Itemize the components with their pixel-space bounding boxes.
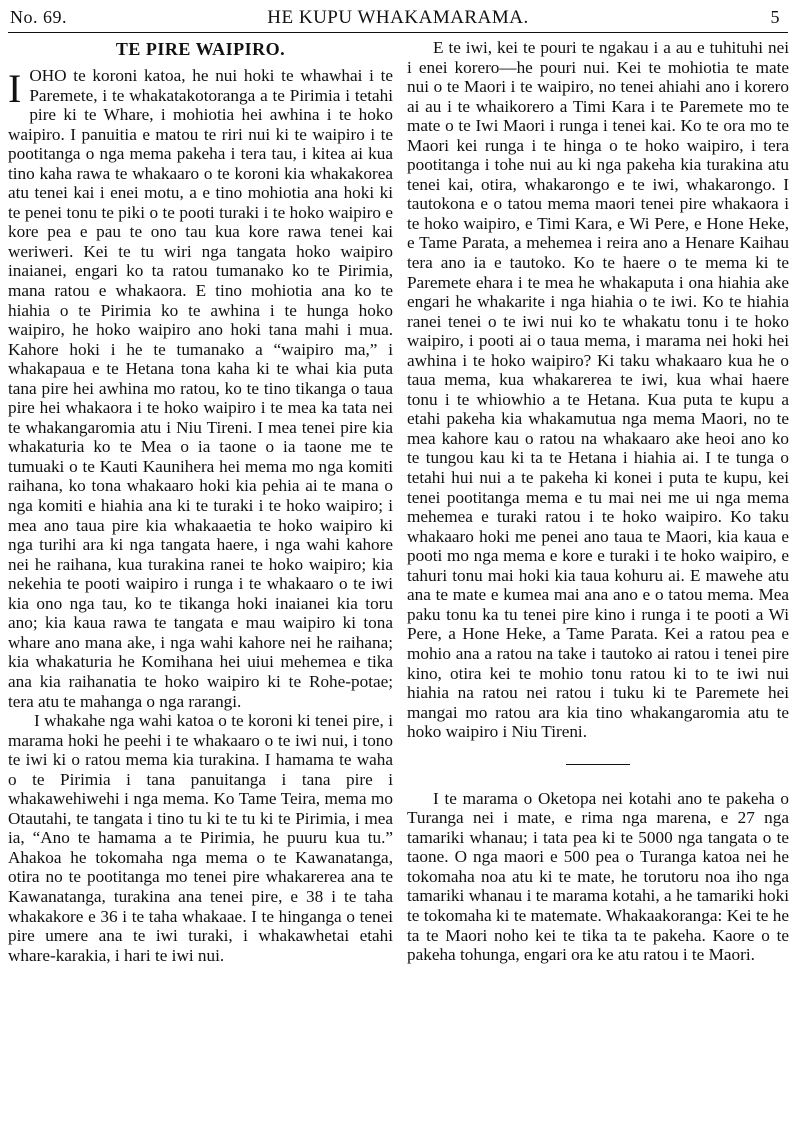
section-divider bbox=[566, 764, 630, 765]
left-column bbox=[8, 38, 393, 965]
article-paragraph-3: E te iwi, kei te pouri te ngakau i a au e tuhituhi nei i enei korero—he pouri nui. Kei te mohiotia te mate nui o te Maori i te waipiro, no tenei ahiahi ano i korero ai au i te whaikorero a Timi Kara i te Paremete mo te mate o te Iwi Maori i runga i tenei kai. Ko te ora mo te Maori kei runga i te hinga o te hoko waipiro, i tera pootitanga i tohe nui au ki nga pakeha kia turakina atu tenei kai, otira, whakarongo e te iwi, whakarongo. I tautokona e o tatou mema maori tenei pire whakaora i te hoko waipiro, e Timi Kara, e Wi Pere, e Hone Heke, e Tame Parata, a mehemea i reira ano a Henare Kaihau tera ano ia e tautoko. Ko te haere o te mema ki te Paremete ehara i te mea he whakaputa i ona hiahia ake engari he whakarite i nga hiahia o te iwi. Ko te hiahia ranei tenei o te iwi nui ko te whakatu tonu i te hoko waipiro, i pooti ai o taua mema, i marama nei hoki hei awhina i te hoko waipiro? Ki taku whakaaro kua he o taua mema, kua whakarerea te iwi, kua whai haere tonu i te whiowhio a te Hetana. Kua puta te kupu a etahi pakeha kia whakamutua nga mema Maori, no te mea kahore kau o ratou na whakaaro ake heoi ano ko te tungou kau ki ta te Hetana i hiahia ai. I te tunga o tetahi hui nui a te pakeha ki konei i puta te kupu, kei tenei pootitanga mema e tu mai nei me ui nga mema mehemea e turaki ratou i te hoko waipiro. Ko taku whakaaro hoki me penei ano taua te Maori, kia kaua e pooti mo nga mema e kore e turaki i te hoko waipiro, e tahuri tonu mai hoki kia taua kohuru ai. E mawehe atu ana te mate e kumea mai ana ano e o tatou mema. Mea paku tonu ka tu tenei pire kino i runga i te pooti a Wi Pere, a Hone Heke, a Tame Parata. Kei a ratou pea e mohio ana a ratou na take i tautoko ai ratou i tenei pire kino, otira kei te mohio tonu ratou ki to te iwi nui hiahia na ratou nei ratou i tuku ki te Paremete hei mangai mo ratou ara kia tino whakangaromia atu te hoko waipiro i Niu Tireni. bbox=[407, 38, 789, 742]
notice-paragraph: I te marama o Oketopa nei kotahi ano te pakeha o Turanga nei i mate, e rima nga marena, e 27 nga tamariki whanau; i tata pea ki te 5000 nga tangata o te taone. O nga maori e 500 pea o Turanga katoa nei he tokomaha noa atu ki te mate, he torutoru noa iho nga tamariki whanau i te marama kotahi, a he tamariki hoki te tokomaha ki te matemate. Whakaakoranga: Kei te he ta te Maori noho kei te tika ta te pakeha. Kaore o te pakeha tohunga, engari ora ke atu ratou i te Maori. bbox=[407, 788, 789, 965]
drop-cap: I bbox=[8, 66, 22, 111]
page-header bbox=[8, 4, 788, 33]
issue-number: No. 69. bbox=[10, 7, 67, 27]
article-paragraph-1-text: OHO te koroni katoa, he nui hoki te whawhai i te Paremete, i te whakatakotoranga a te Pirimia i tetahi pire ki te Whare, i mohiotia hei awhina i te hoko waipiro. I panuitia e matou te riri nui ki te waipiro i te pootitanga o nga mema pakeha i tera tau, i kitea ai kua tino kaha rawa te whakaaro o te koroni kia whakakorea atu tenei kai i enei motu, a e tino mohiotia ana hoki ki te penei tonu te piki o te pooti turaki i te hoko waipiro e kore pea e pau te ono tau kua kore rawa tenei kai weriweri. Kei te tu wiri nga tangata hoko waipiro inaianei, engari ko ta ratou tumanako ko te Pirimia, mana ratou e whakaora. E tino mohiotia ana ko te hiahia o te Pirimia ko te awhina i te hunga hoko waipiro, he hoko waipiro ano hoki tana mahi i mua. Kahore hoki i he te tumanako a “waipiro ma,” i whakapaua e te Hetana tona kaha ki te whai kia puta tana pire hei awhina mo ratou, ko te tino tikanga o taua pire hei whakaora i te hoko waipiro i te mea ka tata nei te whakangaromia atu i Niu Tireni. I mea tenei pire kia whakaturia ko te Mea o ia taone o ia taone me te tumuaki o te Kauti Kaunihera hei mema mo nga komiti raihana, ko tona whakaaro hoki kia pehia ai te mana o nga komiti e hiahia ana ki te turaki i te hoko waipiro; i mea ano taua pire kia whakaaetia te hoko waipiro ki nga turihi ara ki nga tangata haere, i nga wahi kahore nei he raihana, kua turakina ranei te hoko waipiro; kia nekehia te pooti waipiro i runga i te whakaaro o te iwi kia ono nga tau, ko te tikanga hoki inaianei kia toru ano; kia kaua rawa te tangata e mau waipiro ki tona whare ano mana ake, i nga wahi kahore nei he raihana; kia whakaturia he Komihana hei uiui mehemea e tika ana kia raihanatia te hoko waipiro ki te Rohe-potae; tera atu te mahanga o nga rarangi. bbox=[8, 66, 393, 711]
right-column bbox=[407, 38, 789, 965]
article-title: TE PIRE WAIPIRO. bbox=[115, 39, 286, 59]
article-paragraph-2: I whakahe nga wahi katoa o te koroni ki tenei pire, i marama hoki he peehi i te whakaaro o te iwi nui, i tono te iwi ki o ratou mema kia turakina. I hamama te waha o te Pirimia i tana panuitanga i tana pire i whakawehiwehi i nga mema. Ko Tame Teira, mema mo Otautahi, te tangata i tino tu ki te tu ki te Pirimia, i mea ia, “Ano te hamama a te Pirimia, he puuru kua tu.” Ahakoa he tokomaha nga mema o te Kawanatanga, otira no te pootitanga mo tenei pire whakarerea ana te Kawanatanga, turakina ana tenei pire, e 38 i te taha whakakore e 36 i te taha whakaae. I te hinganga o tenei pire umere ana te iwi turaki, i whakawhetai etahi whare-karakia, i hari te iwi nui. bbox=[8, 711, 393, 965]
newspaper-title: HE KUPU WHAKAMARAMA. bbox=[267, 7, 529, 28]
article-paragraph-1 bbox=[8, 66, 393, 711]
page-number: 5 bbox=[770, 7, 780, 27]
